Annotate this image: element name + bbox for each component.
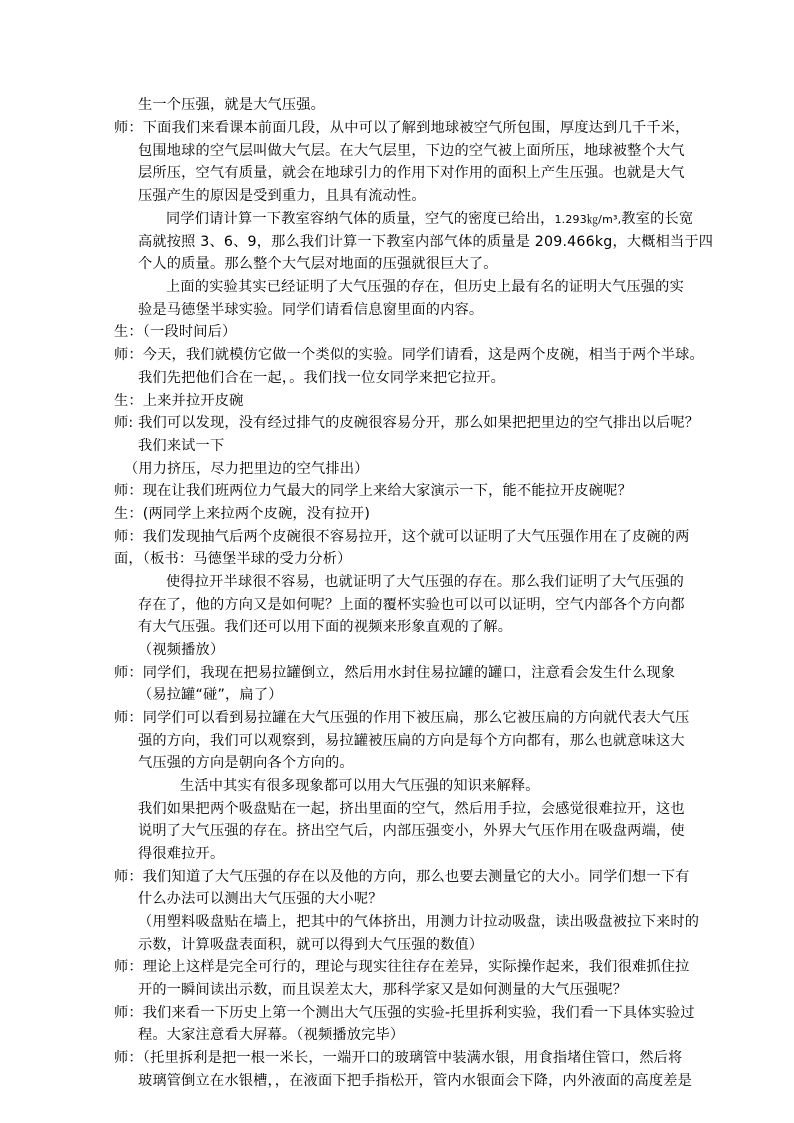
text-line: 有大气压强。我们还可以用下面的视频来形象直观的了解。 (138, 619, 513, 635)
text-line: 师：我们知道了大气压强的存在以及他的方向，那么也要去测量它的大小。同学们想一下有 (114, 869, 690, 885)
text-line: 得很难拉开。 (138, 846, 225, 862)
text-line: 师：（托里拆利是把一根一米长，一端开口的玻璃管中装满水银，用食指堵住管口，然后将 (114, 1050, 683, 1066)
text-line: 强的方向，我们可以观察到，易拉罐被压扁的方向是每个方向都有，那么也就意味这大 (138, 733, 685, 749)
text-line: 验是马德堡半球实验。同学们请看信息窗里面的内容。 (138, 302, 484, 318)
text-line: （视频播放） (138, 642, 225, 658)
text-line: 师：我们发现抽气后两个皮碗很不容易拉开，这个就可以证明了大气压强作用在了皮碗的两 (114, 529, 690, 545)
text-line: 师：今天，我们就模仿它做一个类似的实验。同学们请看，这是两个皮碗，相当于两个半球。 (114, 347, 704, 363)
text-line: 师：现在让我们班两位力气最大的同学上来给大家演示一下，能不能拉开皮碗呢？ (114, 483, 632, 499)
text-line: 层所压，空气有质量，就会在地球引力的作用下对作用的面积上产生压强。也就是大气 (138, 165, 685, 181)
text-line: 生：（一段时间后） (114, 324, 237, 340)
text-span: 同学们请计算一下教室容纳气体的质量，空气的密度已给出， (166, 211, 555, 227)
text-line: 生：上来并拉开皮碗 (114, 393, 244, 409)
text-line: 面，（板书：马德堡半球的受力分析） (114, 551, 352, 567)
text-line: 玻璃管倒立在水银槽，，在液面下把手指松开，管内水银面会下降，内外液面的高度差是 (138, 1073, 693, 1089)
text-line: 师：我们来看一下历史上第一个测出大气压强的实验-托里拆利实验，我们看一下具体实验过 (114, 1005, 695, 1021)
text-line: 程。大家注意看大屏幕。（视频播放完毕） (138, 1027, 405, 1043)
text-line: 师：理论上这样是完全可行的，理论与现实往往存在差异，实际操作起来，我们很难抓住拉 (114, 959, 690, 975)
text-line: 高就按照 3、6、9，那么我们计算一下教室内部气体的质量是 209.466kg，大概相当于四 (138, 234, 714, 250)
text-line: 说明了大气压强的存在。挤出空气后，内部压强变小，外界大气压作用在吸盘两端，使 (138, 823, 685, 839)
text-span: 教室的长宽 (621, 211, 694, 227)
text-line: （用力挤压，尽力把里边的空气排出） (124, 461, 369, 477)
text-line: 开的一瞬间读出示数，而且误差太大，那科学家又是如何测量的大气压强呢？ (138, 982, 628, 998)
text-line: 压强产生的原因是受到重力，且具有流动性。 (138, 188, 426, 204)
text-line: 我们来试一下 (138, 438, 225, 454)
text-line: 生活中其实有很多现象都可以用大气压强的知识来解释。 (180, 778, 540, 794)
text-line: 存在了，他的方向又是如何呢？上面的覆杯实验也可以可以证明，空气内部各个方向都 (138, 597, 685, 613)
text-line: （用塑料吸盘贴在墙上，把其中的气体挤出，用测力计拉动吸盘，读出吸盘被拉下来时的 (138, 914, 700, 930)
text-line: 什么办法可以测出大气压强的大小呢？ (138, 891, 383, 907)
text-line: 生：(两同学上来拉两个皮碗，没有拉开) (114, 506, 371, 522)
text-line (166, 209, 693, 230)
text-line: 气压强的方向是朝向各个方向的。 (138, 755, 354, 771)
text-line: 使得拉开半球很不容易，也就证明了大气压强的存在。那么我们证明了大气压强的 (166, 574, 684, 590)
text-line: 个人的质量。那么整个大气层对地面的压强就很巨大了。 (138, 256, 498, 272)
density-value: 1.293㎏/m³, (554, 213, 622, 226)
text-line: 示数，计算吸盘表面积，就可以得到大气压强的数值） (138, 937, 484, 953)
text-line: 上面的实验其实已经证明了大气压强的存在，但历史上最有名的证明大气压强的实 (166, 279, 684, 295)
text-line: 师：同学们，我现在把易拉罐倒立，然后用水封住易拉罐的罐口，注意看会发生什么现象 (114, 665, 676, 681)
text-line: 师: 我们可以发现，没有经过排气的皮碗很容易分开，那么如果把把里边的空气排出以后呢？ (114, 415, 700, 431)
text-line: 我们如果把两个吸盘贴在一起，挤出里面的空气，然后用手拉，会感觉很难拉开，这也 (138, 801, 685, 817)
text-line: （易拉罐“碰”，扁了） (138, 687, 283, 703)
text-line: 包围地球的空气层叫做大气层。在大气层里，下边的空气被上面所压，地球被整个大气 (138, 143, 685, 159)
text-line: 师：同学们可以看到易拉罐在大气压强的作用下被压扁，那么它被压扁的方向就代表大气压 (114, 710, 690, 726)
text-line: 我们先把他们合在一起，。我们找一位女同学来把它拉开。 (138, 370, 505, 386)
text-line: 师：下面我们来看课本前面几段，从中可以了解到地球被空气所包围，厚度达到几千千米， (114, 120, 690, 136)
text-line: 生一个压强，就是大气压强。 (138, 97, 326, 113)
